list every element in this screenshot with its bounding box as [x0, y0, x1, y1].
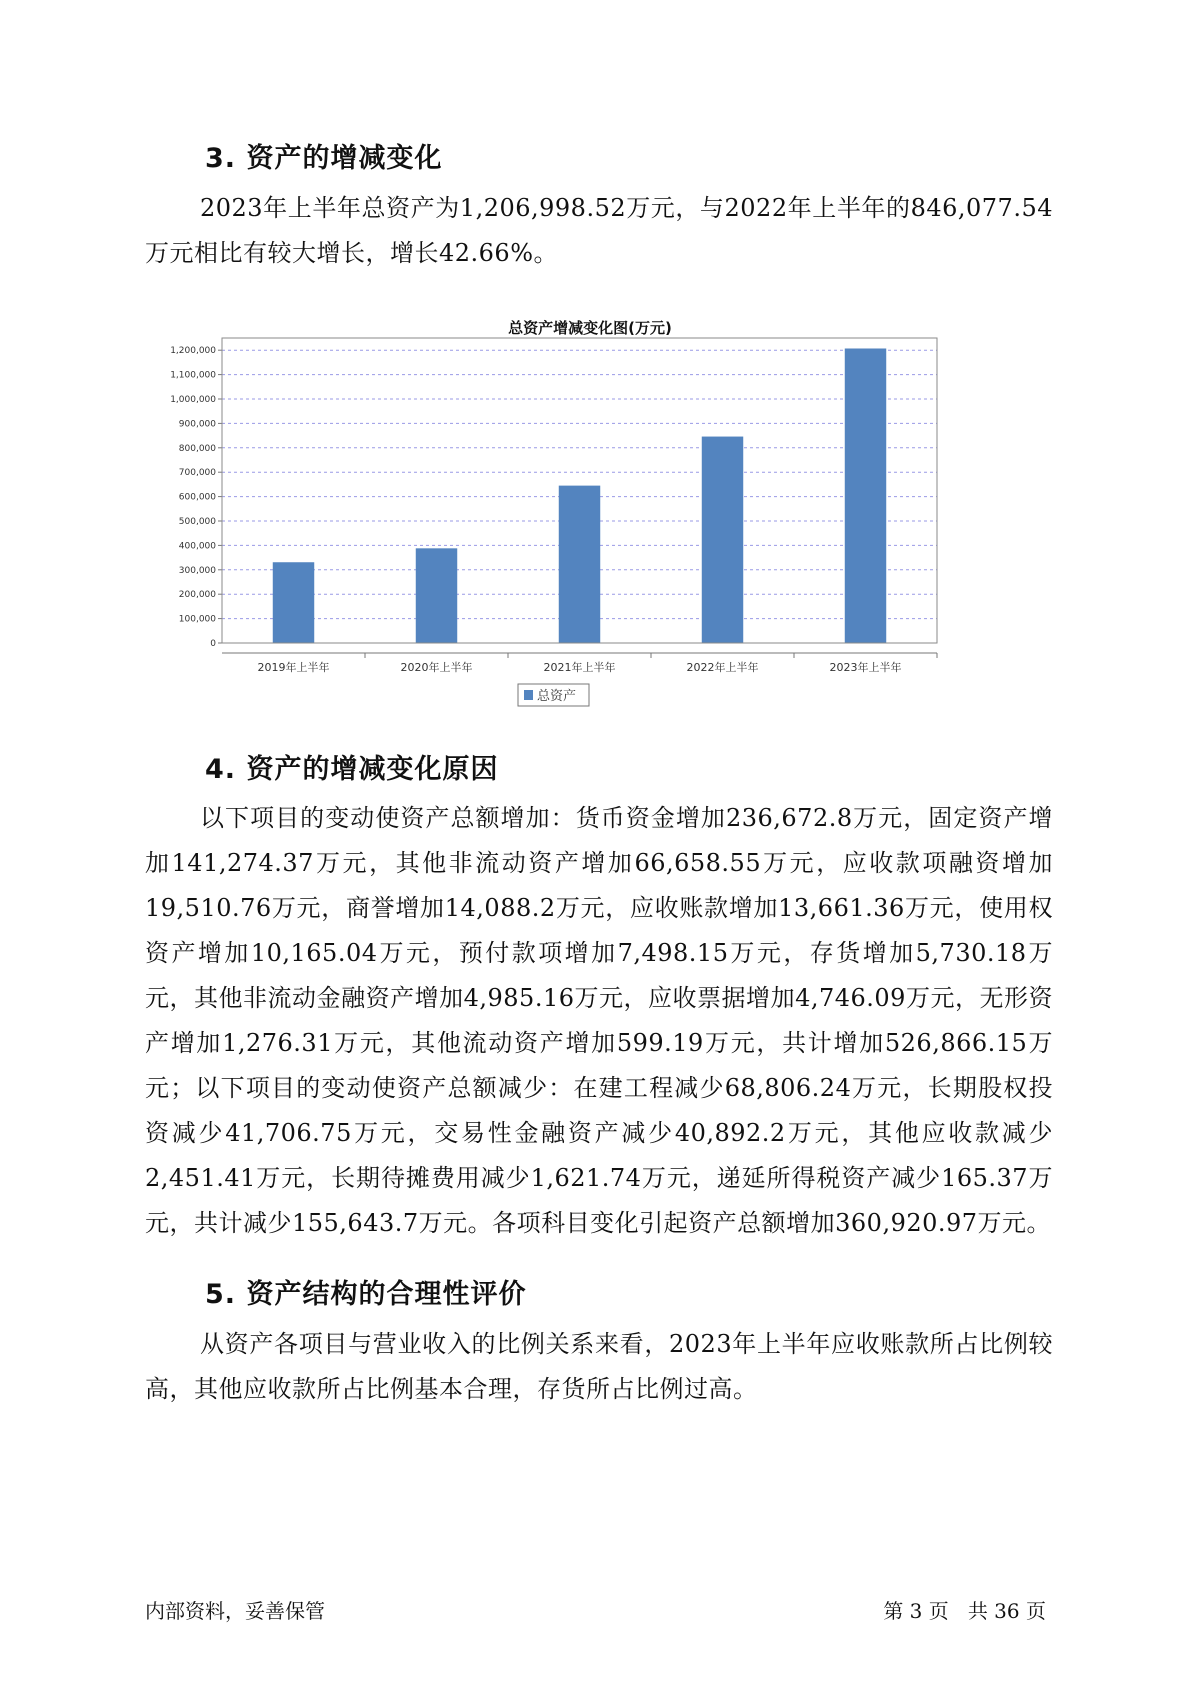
y-tick-label: 0 [210, 639, 216, 649]
x-tick-label: 2022年上半年 [686, 661, 759, 674]
section-3-paragraph: 2023年上半年总资产为1,206,998.52万元，与2022年上半年的846,077.54万元相比有较大增长，增长42.66%。 [145, 194, 1053, 267]
footer-confidential: 内部资料，妥善保管 [145, 1599, 325, 1623]
section-5-heading: 5. 资产结构的合理性评价 [205, 1279, 527, 1310]
bar [416, 548, 457, 643]
y-tick-label: 500,000 [178, 517, 216, 527]
footer-page-number: 第 3 页 共 36 页 [883, 1599, 1046, 1623]
y-tick-label: 300,000 [178, 565, 216, 576]
y-tick-label: 600,000 [178, 492, 216, 503]
y-tick-label: 800,000 [178, 443, 216, 454]
y-tick-label: 100,000 [178, 614, 216, 625]
y-tick-label: 1,000,000 [170, 395, 216, 405]
bar [559, 486, 600, 643]
x-tick-label: 2020年上半年 [400, 661, 473, 674]
x-tick-label: 2021年上半年 [543, 661, 616, 674]
legend-label: 总资产 [537, 689, 577, 704]
y-tick-label: 1,100,000 [170, 370, 216, 381]
chart-y-ticks [170, 346, 222, 649]
x-tick-label: 2023年上半年 [829, 661, 902, 674]
total-assets-chart [150, 318, 1030, 738]
y-tick-label: 200,000 [178, 590, 216, 601]
chart-legend [518, 684, 589, 706]
section-5-paragraph: 从资产各项目与营业收入的比例关系来看，2023年上半年应收账款所占比例较高，其他应收款所占比例基本合理，存货所占比例过高。 [145, 1330, 1053, 1403]
chart-bars [273, 348, 886, 643]
section-4-heading: 4. 资产的增减变化原因 [205, 754, 499, 785]
y-tick-label: 900,000 [178, 419, 216, 430]
y-tick-label: 400,000 [178, 541, 216, 552]
x-tick-label: 2019年上半年 [257, 661, 330, 674]
chart-x-ticks [222, 653, 937, 674]
chart-title: 总资产增减变化图(万元) [508, 319, 672, 337]
y-tick-label: 700,000 [178, 468, 216, 479]
bar [845, 348, 886, 643]
y-tick-label: 1,200,000 [170, 346, 216, 357]
bar [702, 437, 743, 643]
legend-swatch [524, 690, 533, 700]
section-3-heading: 3. 资产的增减变化 [205, 143, 443, 174]
section-4-paragraph: 以下项目的变动使资产总额增加：货币资金增加236,672.8万元，固定资产增加141,274.37万元，其他非流动资产增加66,658.55万元，应收款项融资增加19,510.76万元，商誉增加14,088.2万元，应收账款增加13,661.36万元，使用权资产增加10,165.04万元，预付款项增加7,498.15万元，存货增加5,730.18万元，其他非流动金融资产增加4,985.16万元，应收票据增加4,746.09万元，无形资产增加1,276.31万元，其他流动资产增加599.19万元，共计增加526,866.15万元；以下项目的变动使资产总额减少：在建工程减少68,806.24万元，长期股权投资减少41,706.75万元，交易性金融资产减少40,892.2万元，其他应收款减少2,451.41万元，长期待摊费用减少1,621.74万元，递延所得税资产减少165.37万元，共计减少155,643.7万元。各项科目变化引起资产总额增加360,920.97万元。 [145, 804, 1053, 1237]
bar [273, 562, 314, 643]
